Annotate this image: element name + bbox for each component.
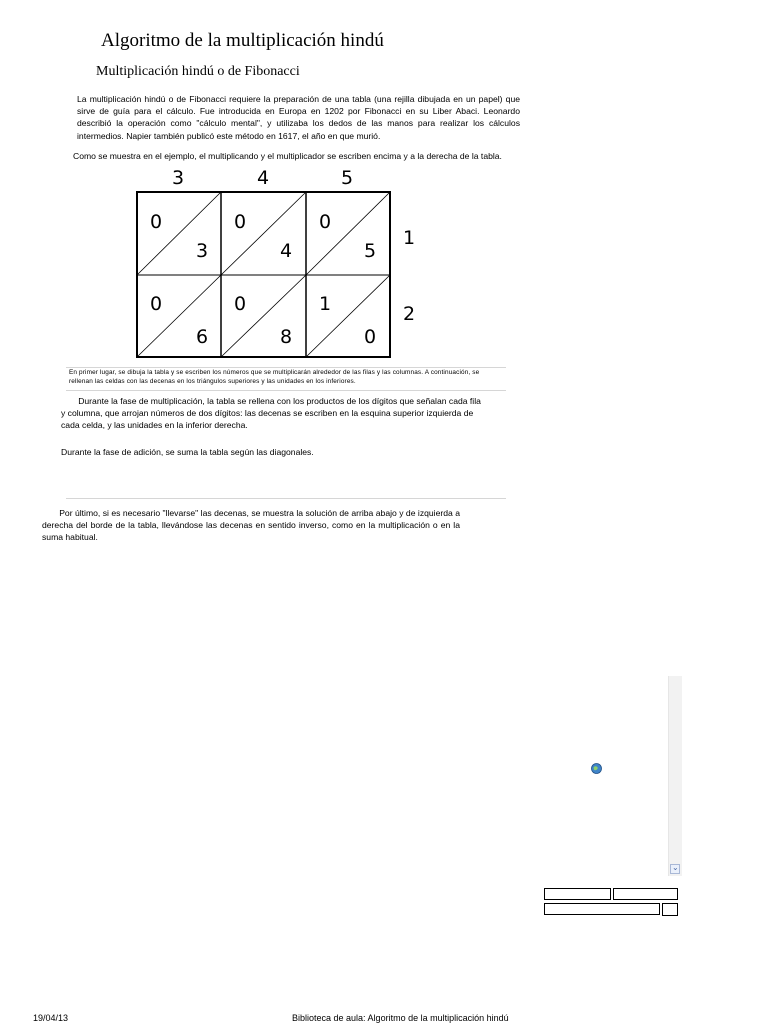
multiplier-digit: 2 xyxy=(402,303,416,325)
example-intro-paragraph: Como se muestra en el ejemplo, el multiplicando y el multiplicador se escriben encima y a la derecha de la tabla. xyxy=(73,151,502,161)
divider xyxy=(66,390,506,391)
cell-tens-digit: 0 xyxy=(233,211,247,233)
intro-paragraph: La multiplicación hindú o de Fibonacci requiere la preparación de una tabla (una rejilla dibujada en un papel) que sirve de guía para el cálculo. Fue introducida en Europa en 1202 por Fibonacci en su Liber Abaci. Leonardo describió la operación como "cálculo mental", y utilizaba los dedos de las manos para realizar los cálculos intermedios. Napier también publicó este método en 1617, el año en que murió. xyxy=(77,94,520,141)
cell-tens-digit: 0 xyxy=(149,293,163,315)
form-field[interactable] xyxy=(544,903,660,915)
cell-tens-digit: 0 xyxy=(318,211,332,233)
cell-units-digit: 8 xyxy=(279,326,293,348)
multiplier-digit: 1 xyxy=(402,227,416,249)
footer-date: 19/04/13 xyxy=(33,1013,69,1023)
cell-tens-digit: 0 xyxy=(149,211,163,233)
cell-diagonal xyxy=(306,275,390,357)
cell-units-digit: 3 xyxy=(195,240,209,262)
chevron-down-icon[interactable]: ⌄ xyxy=(672,863,679,872)
page-title: Algoritmo de la multiplicación hindú xyxy=(101,30,384,51)
diagram-caption: En primer lugar, se dibuja la tabla y se escriben los números que se multiplicarán alrededor de las filas y las columnas. A continuación, se rellenan las celdas con las decenas en los triángulos superiores y las unidades en los inferiores. xyxy=(69,369,480,385)
divider xyxy=(66,498,506,499)
cell-units-digit: 4 xyxy=(279,240,293,262)
lattice-diagram xyxy=(120,160,420,365)
cell-diagonal xyxy=(137,192,221,275)
cell-diagonal xyxy=(137,275,221,357)
form-field[interactable] xyxy=(544,888,611,900)
globe-icon[interactable] xyxy=(591,763,602,774)
form-button[interactable] xyxy=(662,903,678,916)
multiplication-phase-text: Durante la fase de multiplicación, la tabla se rellena con los productos de los dígitos que señalan cada fila y columna, que arrojan números de dos dígitos: las decenas se escriben en la esquina superior izquierda de cada celda, y las unidades en la inferior derecha. xyxy=(61,396,481,431)
page-subtitle: Multiplicación hindú o de Fibonacci xyxy=(96,64,300,79)
cell-tens-digit: 1 xyxy=(318,293,332,315)
divider xyxy=(66,367,506,368)
cell-tens-digit: 0 xyxy=(233,293,247,315)
multiplicand-digit: 4 xyxy=(256,167,270,189)
carry-note-text: Por último, si es necesario "llevarse" las decenas, se muestra la solución de arriba abajo y de izquierda a derecha del borde de la tabla, llevándose las decenas en sentido inverso, como en la multiplicación o en la suma habitual. xyxy=(42,508,460,543)
cell-diagonal xyxy=(221,192,306,275)
form-field[interactable] xyxy=(613,888,678,900)
cell-units-digit: 0 xyxy=(363,326,377,348)
multiplicand-digit: 3 xyxy=(171,167,185,189)
cell-diagonal xyxy=(306,192,390,275)
addition-phase-paragraph: Durante la fase de adición, se suma la tabla según las diagonales. xyxy=(61,447,314,457)
cell-diagonal xyxy=(221,275,306,357)
cell-units-digit: 6 xyxy=(195,326,209,348)
multiplicand-digit: 5 xyxy=(340,167,354,189)
carry-note-paragraph xyxy=(42,507,460,544)
footer-page-title: Biblioteca de aula: Algoritmo de la multiplicación hindú xyxy=(292,1013,509,1023)
multiplication-phase-paragraph xyxy=(61,395,484,432)
scrollbar-track[interactable] xyxy=(668,676,682,876)
cell-units-digit: 5 xyxy=(363,240,377,262)
